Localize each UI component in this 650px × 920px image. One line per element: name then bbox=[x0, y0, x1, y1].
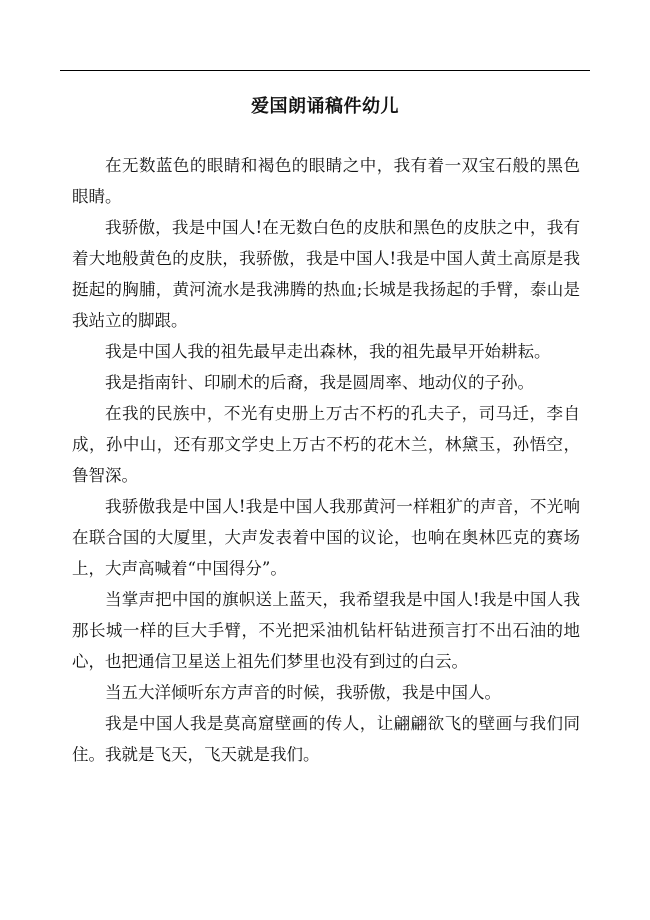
paragraph: 我是中国人我是莫高窟壁画的传人，让翩翩欲飞的壁画与我们同住。我就是飞天，飞天就是我们。 bbox=[72, 714, 580, 764]
paragraph: 我骄傲我是中国人!我是中国人我那黄河一样粗犷的声音，不光响在联合国的大厦里，大声发表着中国的议论，也响在奥林匹克的赛场上，大声高喊着“中国得分”。 bbox=[72, 497, 580, 578]
paragraph: 我是指南针、印刷术的后裔，我是圆周率、地动仪的子孙。 bbox=[105, 373, 534, 392]
header-rule bbox=[60, 70, 590, 71]
paragraph: 当掌声把中国的旗帜送上蓝天，我希望我是中国人!我是中国人我那长城一样的巨大手臂，不光把采油机钻杆钻进预言打不出石油的地心，也把通信卫星送上祖先们梦里也没有到过的白云。 bbox=[72, 590, 580, 671]
paragraph: 当五大洋倾听东方声音的时候，我骄傲，我是中国人。 bbox=[105, 683, 501, 702]
paragraph: 我是中国人我的祖先最早走出森林，我的祖先最早开始耕耘。 bbox=[105, 342, 551, 361]
paragraph: 我骄傲，我是中国人!在无数白色的皮肤和黑色的皮肤之中，我有着大地般黄色的皮肤，我骄傲，我是中国人!我是中国人黄土高原是我挺起的胸脯，黄河流水是我沸腾的热血;长城是我扬起的手臂，泰山是我站立的脚跟。 bbox=[72, 218, 580, 330]
document-title: 爱国朗诵稿件幼儿 bbox=[251, 96, 399, 117]
document-body bbox=[72, 150, 580, 770]
paragraph: 在我的民族中，不光有史册上万古不朽的孔夫子，司马迁，李自成，孙中山，还有那文学史上万古不朽的花木兰，林黛玉，孙悟空，鲁智深。 bbox=[72, 404, 580, 485]
paragraph: 在无数蓝色的眼睛和褐色的眼睛之中，我有着一双宝石般的黑色眼睛。 bbox=[72, 156, 580, 206]
